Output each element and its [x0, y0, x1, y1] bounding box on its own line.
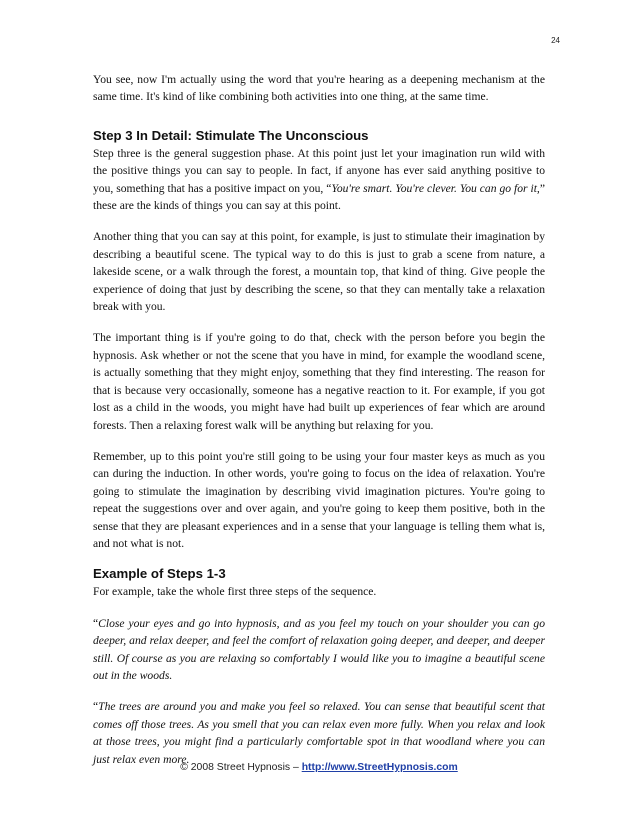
- page-body: [93, 71, 545, 782]
- intro-paragraph: You see, now I'm actually using the word that you're hearing as a deepening mechanism at the same time. It's kind of like combining both activities into one thing, at the same time.: [93, 73, 545, 104]
- section-heading-example: Example of Steps 1-3: [93, 566, 226, 582]
- example-quote-2-open: “: [93, 700, 99, 714]
- step3-paragraph-2: Another thing that you can say at this point, for example, is just to stimulate their imagination by describing a beautiful scene. The typical way to do this is just to grab a scene from nature, a lakeside scene, or a walk through the forest, a mountain top, that kind of thing. Give people the experience of doing that just by describing the scene, so that they can mentally take a relaxation break with you.: [93, 230, 545, 314]
- example-quote-1: [93, 615, 545, 685]
- footer-website-link[interactable]: http://www.StreetHypnosis.com: [301, 762, 458, 773]
- example-quote-1-text: Close your eyes and go into hypnosis, and as you feel my touch on your shoulder you can go deeper, and relax deeper, and feel the comfort of relaxation going deeper, and deeper, and deeper still. Of course as you are relaxing so comfortably I would like you to imagine a beautiful scene out in the woods.: [93, 616, 545, 682]
- step3-paragraph-3: The important thing is if you're going to do that, check with the person before you begin the hypnosis. Ask whether or not the scene that you have in mind, for example the woodland scene, is actually something that they might enjoy, something that they find interesting. The reason for that is because very occasionally, someone has a negative reaction to it. For example, if you got lost as a child in the woods, you might have had built up experiences of fear which are around forests. Then a relaxing forest walk will be anything but relaxing for you.: [93, 331, 545, 432]
- step3-p1-text-a: Step three is the general suggestion phase. At this point just let your imagination run wild with the positive things you can say to people. In fact, if anyone has ever said anything positive to you, something that has a positive impact on you, “: [93, 146, 545, 195]
- step3-paragraph-1: [93, 145, 545, 215]
- step3-p1-text-b: ” these are the kinds of things you can say at this point.: [93, 181, 545, 213]
- footer-copyright: © 2008 Street Hypnosis –: [180, 762, 302, 773]
- step3-p1-quote: You're smart. You're clever. You can go for it,: [331, 181, 540, 195]
- page-number: 24: [551, 36, 560, 45]
- section-heading-step3: Step 3 In Detail: Stimulate The Unconscious: [93, 127, 369, 143]
- example-quote-2-text: The trees are around you and make you feel so relaxed. You can sense that beautiful scent that comes off those trees. As you smell that you can relax even more fully. When you relax and look at those trees, you might find a particularly comfortable spot in that woodland where you can just relax even more.: [93, 700, 545, 766]
- step3-paragraph-4: Remember, up to this point you're still going to be using your four master keys as much as you can during the induction. In other words, you're going to focus on the idea of relaxation. You're going to stimulate the imagination by describing vivid imagination pictures. You're going to repeat the suggestions over and over again, and you're going to keep them positive, both in the sense that they are pleasant experiences and in a sense that your language is telling them what is, and not what is not.: [93, 449, 545, 550]
- example-quote-1-open: “: [93, 616, 99, 630]
- example-quote-2: [93, 698, 545, 768]
- example-paragraph-1: For example, take the whole first three steps of the sequence.: [93, 585, 377, 599]
- page-footer: [0, 762, 638, 773]
